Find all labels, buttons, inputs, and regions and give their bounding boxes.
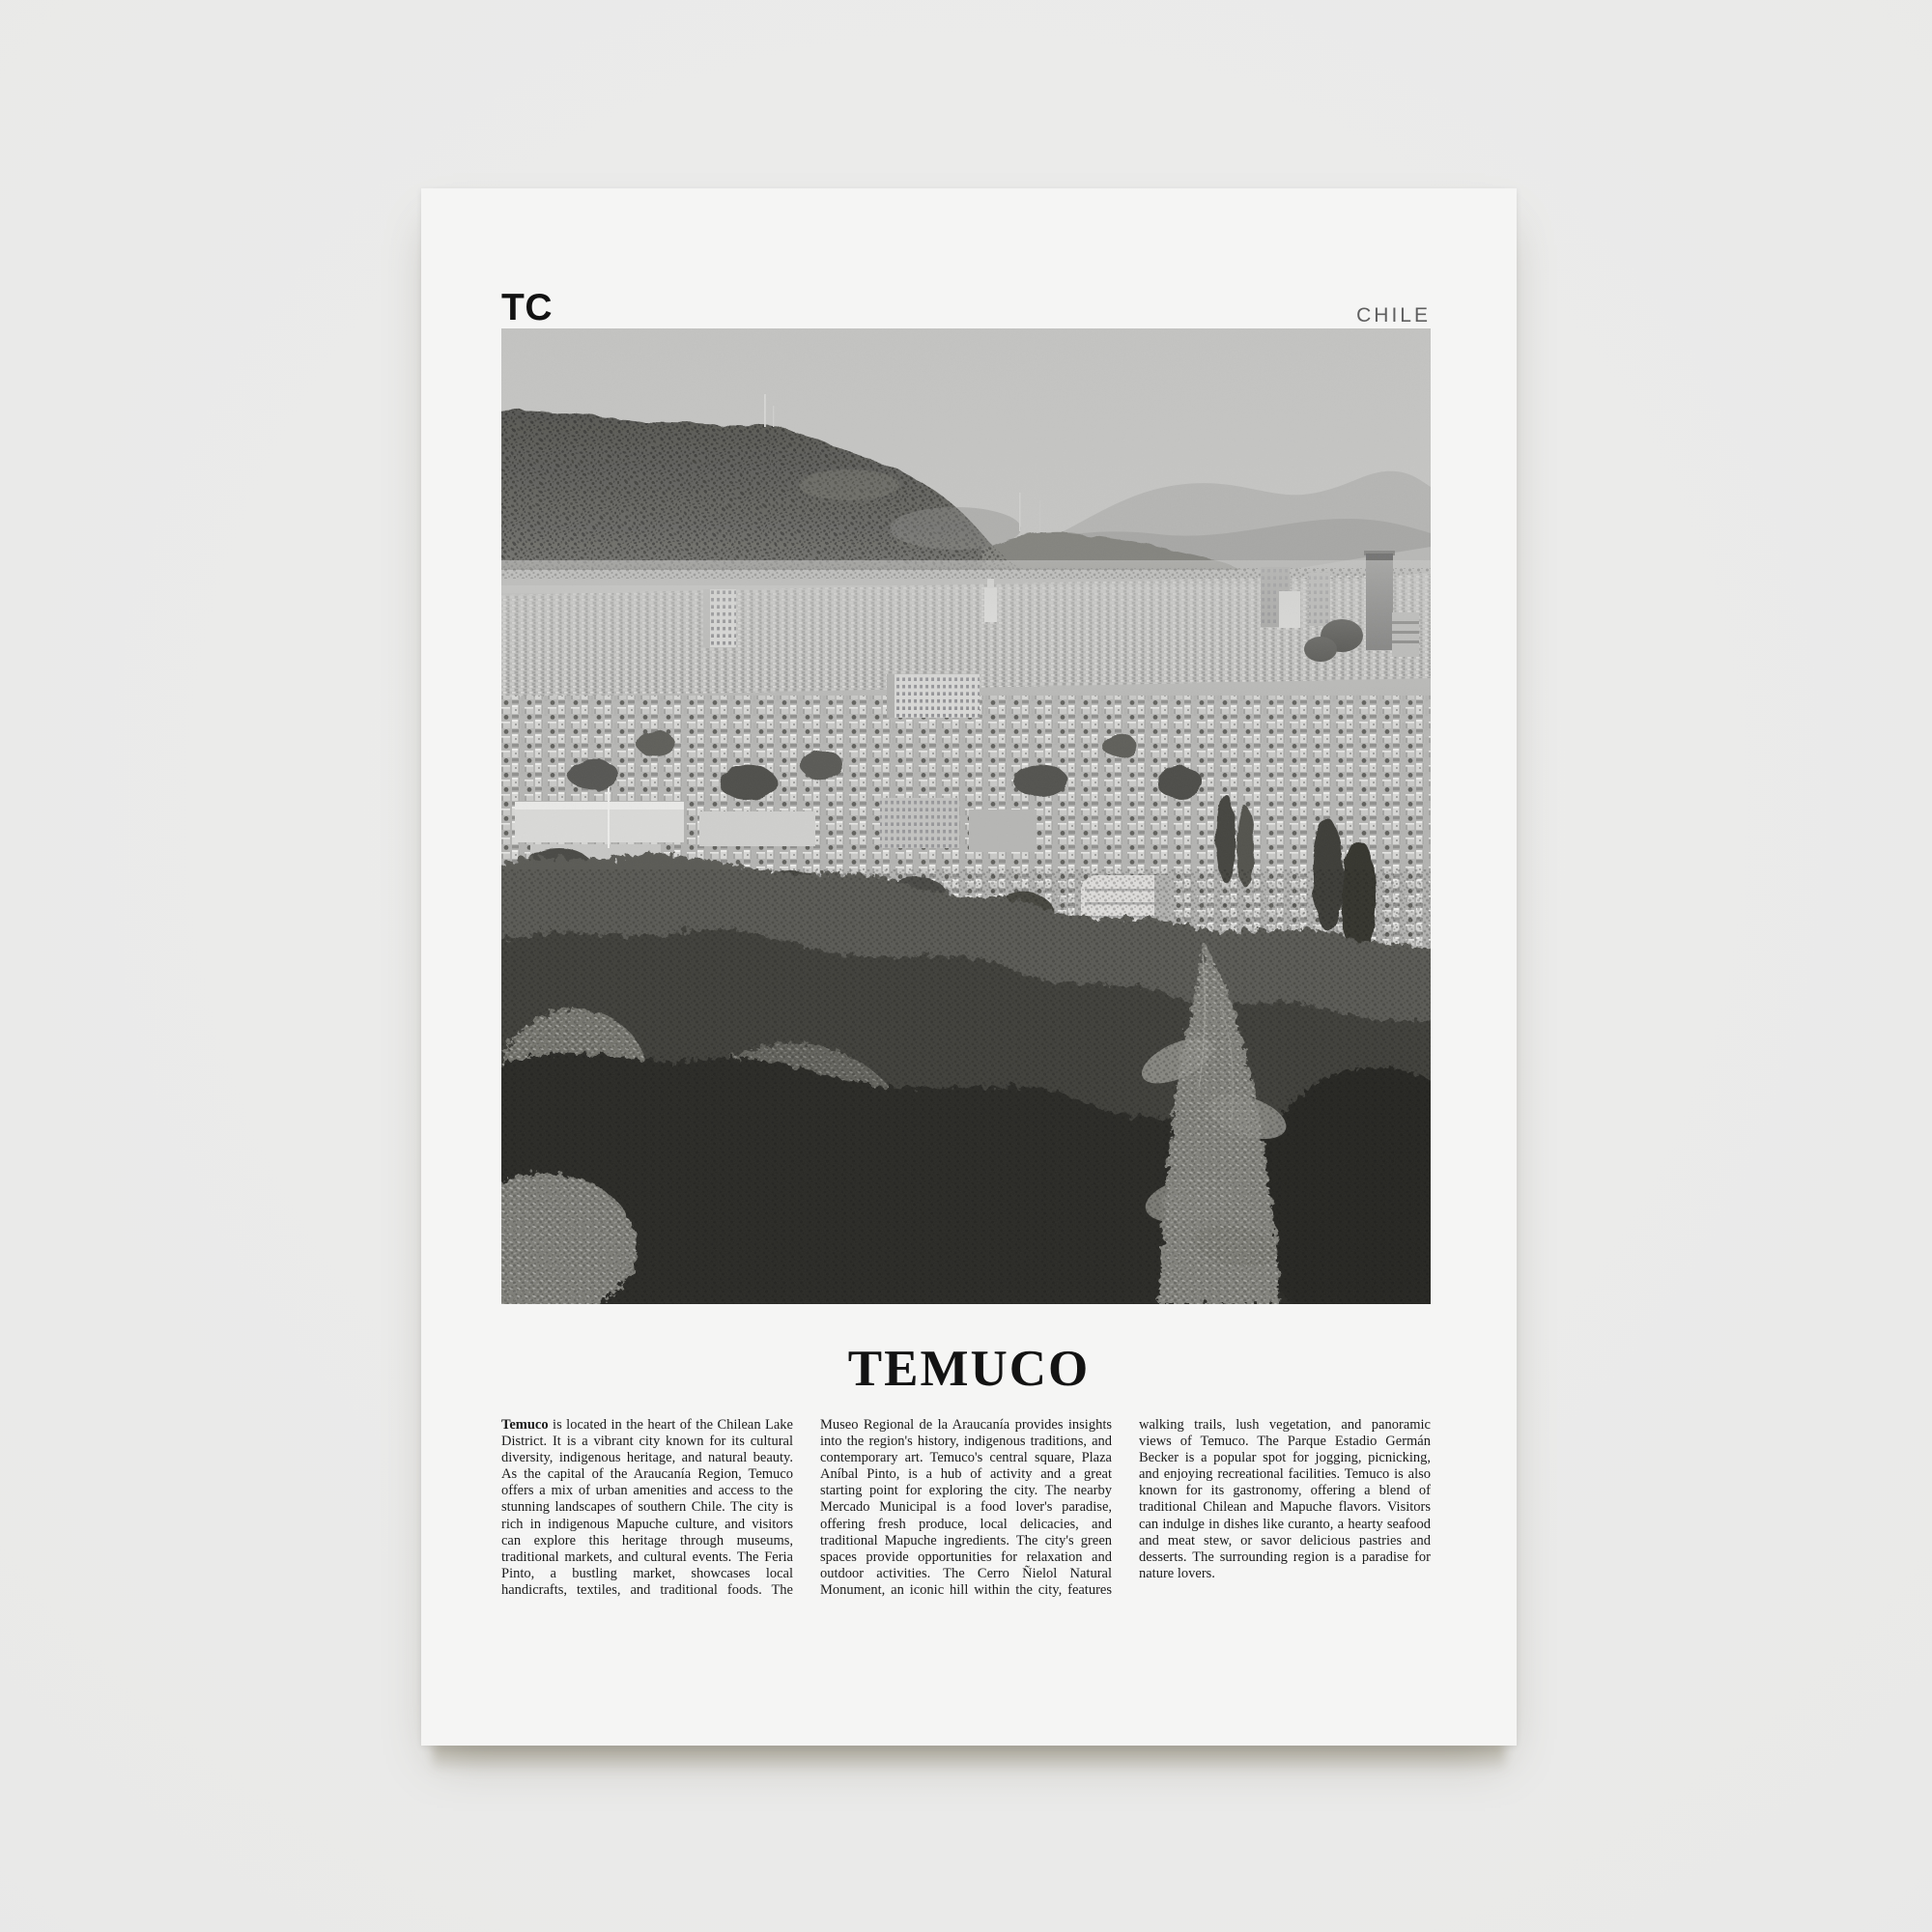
country-label: CHILE: [1356, 303, 1431, 327]
poster-title: TEMUCO: [847, 1341, 1091, 1397]
brand-monogram: TC: [501, 287, 553, 328]
travel-poster: [421, 188, 1517, 1746]
article-body-text: is located in the heart of the Chilean Lake District. It is a vibrant city known for its cultural diversity, indigenous heritage, and natural beauty. As the capital of the Araucanía Region, Temuco offers a mix of urban amenities and access to the stunning landscapes of southern Chile. The city is rich in indigenous Mapuche culture, and visitors can explore this heritage through museums, traditional markets, and cultural events. The Feria Pinto, a bustling market, showcases local handicrafts, textiles, and traditional foods. The Museo Regional de la Araucanía provides insights into the region's history, indigenous traditions, and contemporary art. Temuco's central square, Plaza Aníbal Pinto, is a hub of activity and a great starting point for exploring the city. The nearby Mercado Municipal is a food lover's paradise, offering fresh produce, local delicacies, and traditional Mapuche ingredients. The city's green spaces provide opportunities for relaxation and outdoor activities. The Cerro Ñielol Natural Monument, an iconic hill within the city, features walking trails, lush vegetation, and panoramic views of Temuco. The Parque Estadio Germán Becker is a popular spot for jogging, picnicking, and enjoying recreational facilities. Temuco is also known for its gastronomy, offering a blend of traditional Chilean and Mapuche flavors. Visitors can indulge in dishes like curanto, a hearty seafood and meat stew, or savor delicious pastries and desserts. The surrounding region is a paradise for nature lovers.: [501, 1417, 1431, 1598]
poster-article: [501, 1417, 1431, 1599]
temuco-cityscape-photo: [501, 328, 1431, 1304]
photo-grain: [501, 328, 1431, 1304]
poster-header: [501, 288, 1431, 327]
cityscape-illustration: [501, 328, 1431, 1304]
article-lead-word: Temuco: [501, 1417, 549, 1433]
